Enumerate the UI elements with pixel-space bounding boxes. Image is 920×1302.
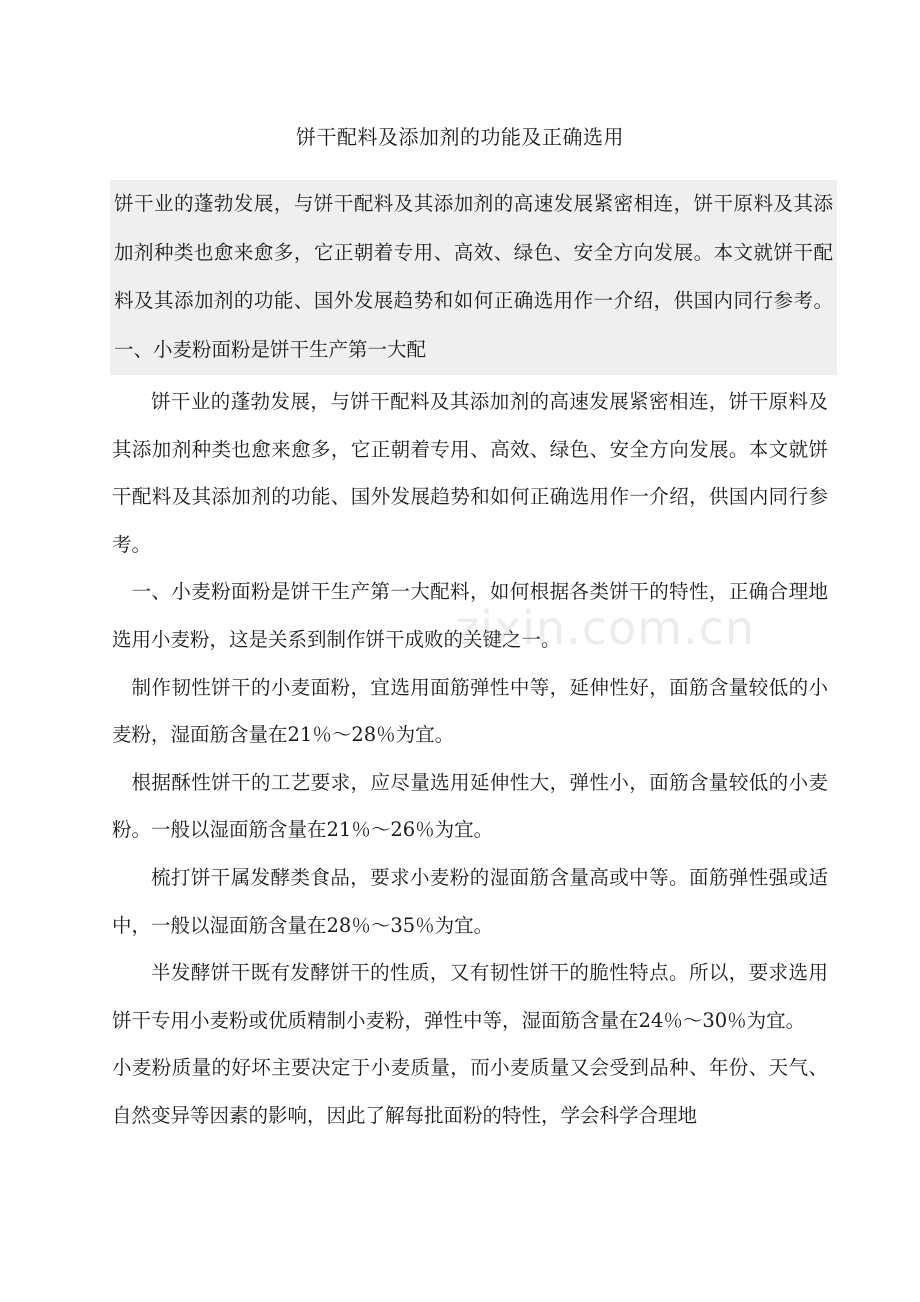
body-paragraph-soda-cracker: 梳打饼干属发酵类食品，要求小麦粉的湿面筋含量高或中等。面筋弹性强或适中，一般以湿面筋含量在28％～35％为宜。 (112, 865, 828, 937)
body-paragraph-intro: 饼干业的蓬勃发展，与饼干配料及其添加剂的高速发展紧密相连，饼干原料及其添加剂种类也愈来愈多，它正朝着专用、高效、绿色、安全方向发展。本文就饼干配料及其添加剂的功能、国外发展趋势和如何正确选用作一介绍，供国内同行参考。 (112, 390, 828, 556)
watermark-text: zixin.com.cn (455, 601, 756, 655)
abstract-text: 饼干业的蓬勃发展，与饼干配料及其添加剂的高速发展紧密相连，饼干原料及其添加剂种类也愈来愈多，它正朝着专用、高效、绿色、安全方向发展。本文就饼干配料及其添加剂的功能、国外发展趋势和如何正确选用作一介绍，供国内同行参考。 一、小麦粉面粉是饼干生产第一大配 (114, 192, 833, 361)
abstract-highlight-block (110, 180, 837, 375)
document-body (112, 378, 828, 1140)
body-paragraph-wheat-flour: 一、小麦粉面粉是饼干生产第一大配料，如何根据各类饼干的特性，正确合理地选用小麦粉，这是关系到制作饼干成败的关键之一。 (112, 580, 828, 651)
body-paragraph-crisp-biscuit: 根据酥性饼干的工艺要求，应尽量选用延伸性大，弹性小，面筋含量较低的小麦粉。一般以湿面筋含量在21％～26％为宜。 (112, 770, 828, 842)
document-title: 饼干配料及添加剂的功能及正确选用 (296, 125, 624, 149)
body-paragraph-flour-quality: 小麦粉质量的好坏主要决定于小麦质量，而小麦质量又会受到品种、年份、天气、自然变异等因素的影响，因此了解每批面粉的特性，学会科学合理地 (112, 1056, 828, 1127)
body-paragraph-tough-biscuit: 制作韧性饼干的小麦面粉，宜选用面筋弹性中等，延伸性好，面筋含量较低的小麦粉，湿面筋含量在21％～28％为宜。 (112, 675, 828, 747)
body-paragraph-semi-fermented: 半发酵饼干既有发酵饼干的性质，又有韧性饼干的脆性特点。所以，要求选用饼干专用小麦粉或优质精制小麦粉，弹性中等，湿面筋含量在24％～30％为宜。 (112, 961, 828, 1032)
